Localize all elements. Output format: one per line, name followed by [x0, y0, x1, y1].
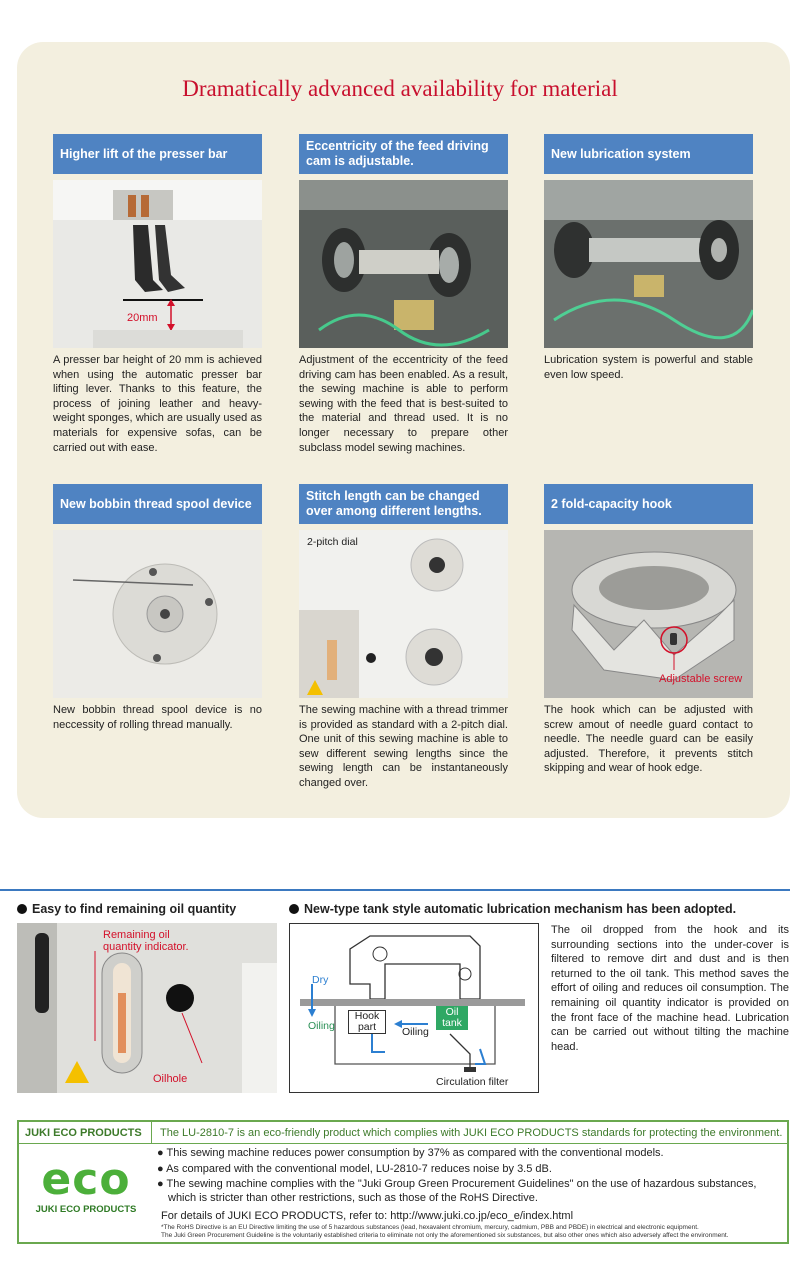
eco-details: For details of JUKI ECO PRODUCTS, refer to: http://www.juki.co.jp/eco_e/index.html — [161, 1210, 574, 1222]
bullet-icon — [17, 904, 27, 914]
card-presser-bar — [53, 134, 262, 455]
eco-note-guideline: The Juki Green Procurement Guideline is the voluntarily established criteria to eliminate not only the aforementioned six substances, but also other ones which also adversely affect the environment. — [161, 1232, 729, 1240]
section-divider — [0, 889, 790, 891]
pitch-dial-label: 2-pitch dial — [307, 536, 358, 548]
bullet-icon — [289, 904, 299, 914]
eco-products-box — [17, 1120, 789, 1244]
diagram-dry-label: Dry — [312, 974, 329, 986]
eco-notes — [161, 1224, 781, 1240]
card-title: Stitch length can be changed over among different lengths. — [299, 484, 508, 524]
hook-photo — [544, 530, 753, 698]
card-text: New bobbin thread spool device is no neccessity of rolling thread manually. — [53, 704, 262, 731]
card-title: New lubrication system — [544, 134, 753, 174]
card-title: 2 fold-capacity hook — [544, 484, 753, 524]
card-title: Higher lift of the presser bar — [53, 134, 262, 174]
card-stitch-length — [299, 484, 508, 791]
card-text: The hook which can be adjusted with screw amout of needle guard contact to needle. The needle guard can be easily adjusted. Therefore, it prevents stitch skipping and wear of hook edge. — [544, 704, 753, 775]
main-title: Dramatically advanced availability for material — [182, 76, 618, 101]
lub-section-title — [289, 902, 736, 916]
presser-height-label: 20mm — [127, 312, 158, 324]
diagram-hook-part: Hook part — [348, 1010, 386, 1034]
eco-point: ● The sewing machine complies with the "Juki Group Green Procurement Guidelines" on the use of hazardous substances, which is stricter than other restrictions, such as those of the RoHS Directive. — [157, 1178, 757, 1204]
card-title: Eccentricity of the feed driving cam is adjustable. — [299, 134, 508, 174]
eco-point: ● This sewing machine reduces power consumption by 37% as compared with the conventional models. — [157, 1147, 664, 1159]
feed-cam-photo — [299, 180, 508, 348]
card-text: Lubrication system is powerful and stable even low speed. — [544, 354, 753, 381]
oil-indicator-photo — [17, 923, 277, 1093]
bobbin-photo — [53, 530, 262, 698]
presser-bar-photo — [53, 180, 262, 348]
oil-title-text: Easy to find remaining oil quantity — [32, 902, 237, 916]
card-title: New bobbin thread spool device — [53, 484, 262, 524]
card-lubrication — [544, 134, 753, 382]
card-hook — [544, 484, 753, 776]
eco-statement: The LU-2810-7 is an eco-friendly product which complies with JUKI ECO PRODUCTS standards for protecting the environment. — [160, 1126, 783, 1139]
lubrication-photo — [544, 180, 753, 348]
eco-points — [157, 1147, 781, 1207]
card-text: A presser bar height of 20 mm is achieved when using the automatic presser bar lifting lever. Thanks to this feature, the process of joining leather and heavy-weight sponges, which are usually used as materials for expensive sofas, can be carried out with ease. — [53, 354, 262, 454]
card-feed-cam — [299, 134, 508, 455]
lubrication-text: The oil dropped from the hook and its surrounding sections into the under-cover is filtered to remove dirt and dust and is then returned to the oil tank. This method saves the effort of oiling and reduces oil consumption. The remaining oil quantity indicator is provided on the front face of the machine head. Lubrication can be carried out without tilting the machine head. — [551, 924, 789, 1053]
oilhole-label: Oilhole — [153, 1073, 188, 1085]
eco-label: JUKI ECO PRODUCTS — [19, 1122, 152, 1143]
diagram-oiling-left-label: Oiling — [308, 1020, 335, 1032]
card-bobbin — [53, 484, 262, 732]
stitch-dial-photo — [299, 530, 508, 698]
diagram-oiling-mid-label: Oiling — [402, 1026, 429, 1038]
lub-title-text: New-type tank style automatic lubrication mechanism has been adopted. — [304, 902, 737, 916]
oil-indicator-label: Remaining oil quantity indicator. — [103, 929, 189, 953]
diagram-filter-label: Circulation filter — [436, 1076, 509, 1088]
eco-logo-text: eco — [41, 1154, 131, 1205]
eco-logo — [31, 1154, 141, 1215]
lubrication-diagram — [289, 923, 539, 1093]
eco-logo-caption: JUKI ECO PRODUCTS — [35, 1204, 137, 1215]
oil-section-title — [17, 902, 236, 916]
diagram-oil-tank: Oil tank — [436, 1006, 468, 1030]
card-text: Adjustment of the eccentricity of the feed driving cam has been enabled. As a result, the sewing machine is able to perform sewing with the feed that is best-suited to the material and thread used. It is no longer necessary to prepare other subclass model sewing machines. — [299, 354, 508, 454]
adjustable-screw-label: Adjustable screw — [659, 673, 743, 685]
eco-note-rohs: *The RoHS Directive is an EU Directive limiting the use of 5 hazardous substances (lead, hexavalent chromium, mercury, cadmium, PBB and PBDE) in electrical and electronic equipment. — [161, 1224, 699, 1231]
eco-header — [19, 1122, 787, 1144]
eco-point: ● As compared with the conventional model, LU-2810-7 reduces noise by 3.5 dB. — [157, 1162, 552, 1175]
card-text: The sewing machine with a thread trimmer is provided as standard with a 2-pitch dial. One unit of this sewing machine is able to sew different sewing lengths since the sewing length can be instantaneously changed over. — [299, 704, 508, 789]
